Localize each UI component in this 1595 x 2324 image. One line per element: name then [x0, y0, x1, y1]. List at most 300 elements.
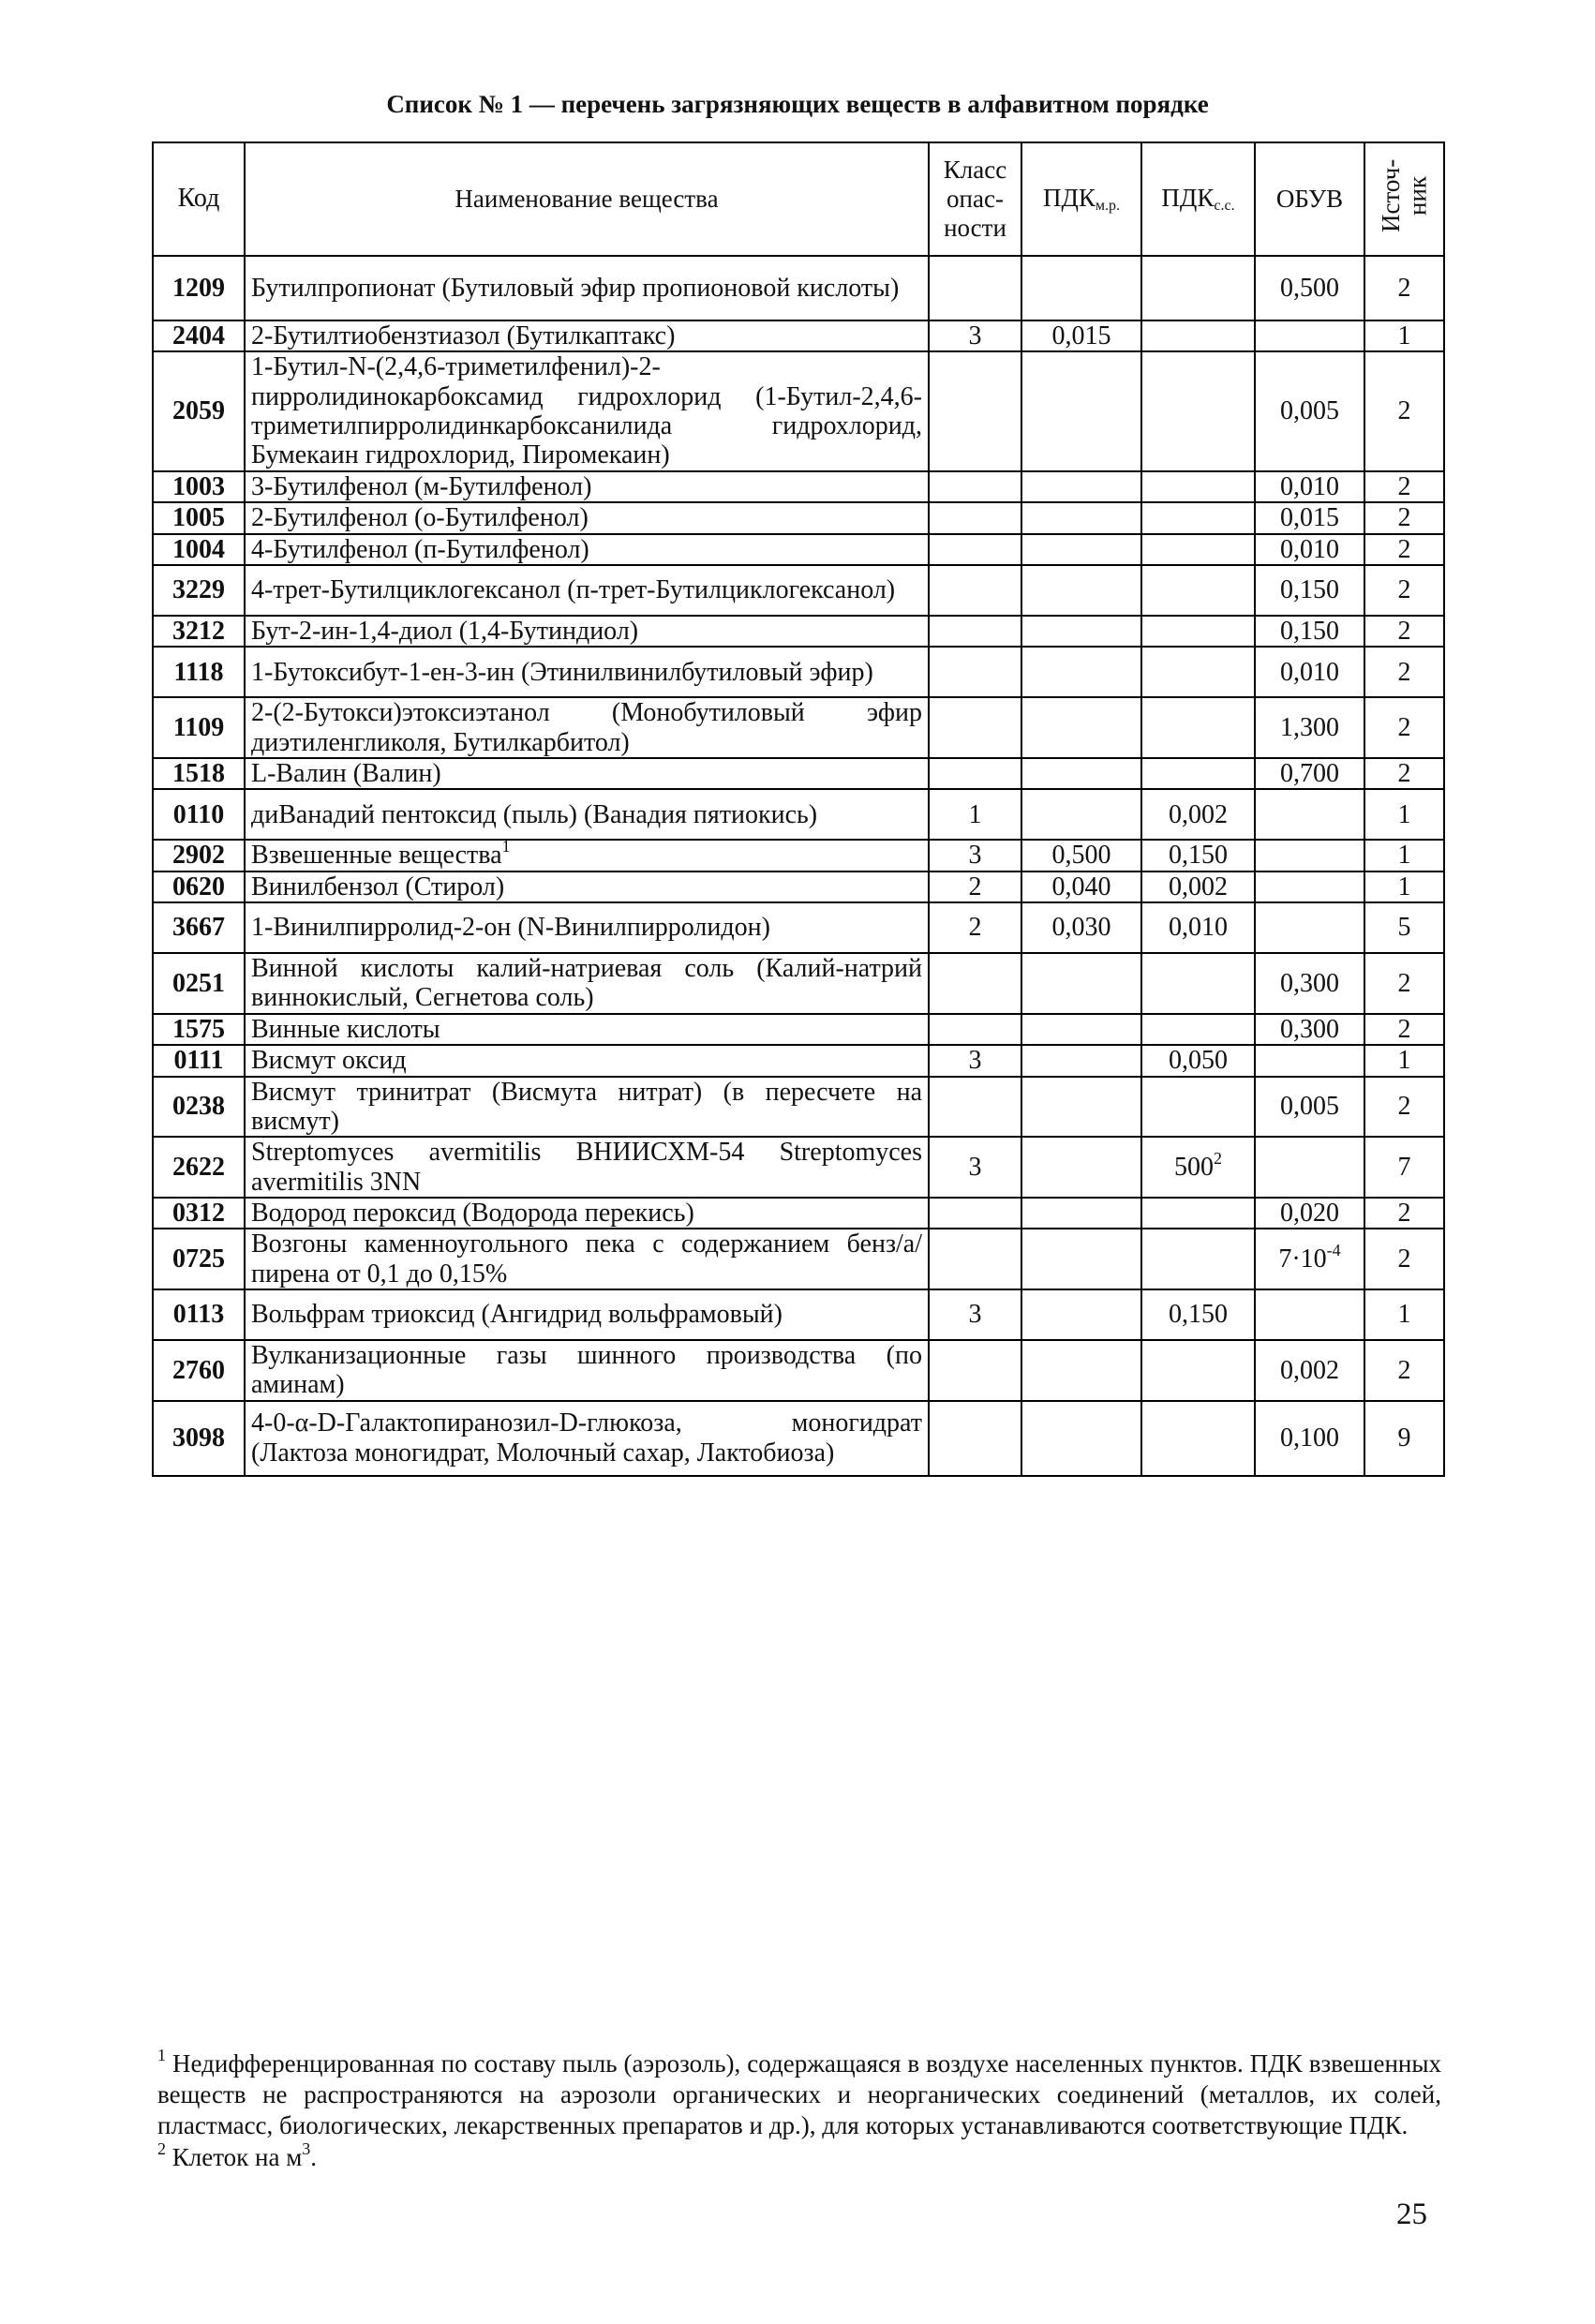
row-class: [929, 1045, 1021, 1076]
row-source-text: 2: [1397, 503, 1411, 533]
row-pdk-ss: [1141, 789, 1255, 840]
table-row: [153, 872, 1444, 902]
row-name-text: Взвешенные вещества: [251, 841, 502, 871]
row-code: [153, 789, 245, 840]
row-code-text: 3212: [172, 616, 225, 646]
row-pdk-ss: [1141, 616, 1255, 647]
table-row: [153, 534, 1444, 565]
row-code-text: 0110: [172, 799, 225, 829]
row-code-text: 0251: [172, 968, 225, 998]
row-pdk-ss: [1141, 534, 1255, 565]
row-class: [929, 471, 1021, 502]
row-code-text: 0113: [172, 1300, 225, 1330]
row-pdk-ss: [1141, 320, 1255, 351]
row-name: [245, 697, 929, 758]
row-code-text: 3667: [172, 913, 225, 943]
row-code: [153, 1045, 245, 1076]
row-source: [1364, 351, 1444, 470]
row-source: [1364, 616, 1444, 647]
row-class: [929, 953, 1021, 1014]
row-pdk-mr: [1021, 902, 1141, 953]
row-source-text: 2: [1397, 616, 1411, 646]
row-pdk-ss: [1141, 1014, 1255, 1045]
row-source-text: 1: [1397, 872, 1411, 901]
row-obuv: [1255, 1401, 1364, 1476]
row-name: [245, 1229, 929, 1289]
row-pdk-ss: [1141, 1229, 1255, 1289]
row-pdk-mr: [1021, 1229, 1141, 1289]
row-pdk-mr: [1021, 1198, 1141, 1229]
row-source: [1364, 789, 1444, 840]
row-name-text: Висмут тринитрат (Висмута нитрат) (в пересчете на висмут): [251, 1077, 922, 1136]
row-source-text: 9: [1397, 1423, 1411, 1453]
table-row: [153, 351, 1444, 470]
row-code: [153, 1401, 245, 1476]
row-pdk-ss: [1141, 351, 1255, 470]
row-source-text: 1: [1397, 321, 1411, 351]
row-code-text: 0725: [172, 1244, 225, 1274]
row-pdk-mr: [1021, 1289, 1141, 1340]
row-source: [1364, 1401, 1444, 1476]
row-obuv: [1255, 1045, 1364, 1076]
row-source: [1364, 1137, 1444, 1198]
header-obuv: ОБУВ: [1255, 142, 1364, 256]
row-name-text: 4-Бутилфенол (п-Бутилфенол): [251, 534, 589, 564]
row-name-text: Вольфрам триоксид (Ангидрид вольфрамовый): [251, 1300, 783, 1330]
header-code: Код: [153, 142, 245, 256]
table-row: [153, 1289, 1444, 1340]
row-code-text: 0238: [172, 1092, 225, 1122]
row-source: [1364, 840, 1444, 871]
row-class: [929, 1401, 1021, 1476]
row-class: [929, 840, 1021, 871]
row-obuv: [1255, 789, 1364, 840]
row-name-text: Бутилпропионат (Бутиловый эфир пропионовой кислоты): [251, 273, 900, 303]
row-name: [245, 837, 929, 871]
table-header-row: [153, 142, 1444, 256]
row-name: [245, 502, 929, 533]
row-class: [929, 1137, 1021, 1198]
row-source: [1364, 1229, 1444, 1289]
row-source-text: 1: [1397, 1300, 1411, 1330]
row-obuv-text: 1,300: [1280, 712, 1339, 742]
row-name-text: L-Валин (Валин): [251, 759, 441, 788]
table-row: [153, 1014, 1444, 1045]
row-code-text: 1109: [172, 712, 225, 742]
table-row: [153, 902, 1444, 953]
row-pdk-ss-text: 0,150: [1169, 841, 1228, 871]
row-pdk-ss: [1141, 256, 1255, 320]
row-obuv: [1255, 1289, 1364, 1340]
row-name-text: 2-Бутилфенол (о-Бутилфенол): [251, 503, 589, 533]
row-name-text: 1-Винилпирролид-2-он (N-Винилпирролидон): [251, 913, 770, 943]
table-row: [153, 1401, 1444, 1476]
row-obuv: [1255, 1077, 1364, 1138]
row-code-text: 1118: [173, 657, 224, 687]
row-class: [929, 1229, 1021, 1289]
row-name-text: Винилбензол (Стирол): [251, 872, 505, 901]
row-pdk-ss: [1141, 1198, 1255, 1229]
row-pdk-ss: [1141, 1077, 1255, 1138]
row-obuv-sup: -4: [1326, 1240, 1341, 1259]
row-pdk-mr: [1021, 1045, 1141, 1076]
row-pdk-ss: [1141, 872, 1255, 902]
row-code-text: 3229: [172, 575, 225, 605]
row-pdk-mr: [1021, 697, 1141, 758]
row-code: [153, 534, 245, 565]
row-code: [153, 565, 245, 616]
row-obuv: [1255, 953, 1364, 1014]
row-code: [153, 320, 245, 351]
row-pdk-mr: [1021, 789, 1141, 840]
row-name-text: Висмут оксид: [251, 1046, 407, 1076]
table-row: [153, 1045, 1444, 1076]
row-source-text: 2: [1397, 1014, 1411, 1044]
row-class: [929, 351, 1021, 470]
row-source-text: 1: [1397, 799, 1411, 829]
row-name: [245, 902, 929, 953]
row-name-text: Винной кислоты калий-натриевая соль (Калий-натрий виннокислый, Сегнетова соль): [251, 954, 922, 1013]
row-name: [245, 1137, 929, 1198]
row-class: [929, 647, 1021, 697]
row-pdk-mr-text: 0,040: [1051, 872, 1111, 901]
row-source: [1364, 1289, 1444, 1340]
row-name-text: диВанадий пентоксид (пыль) (Ванадия пятиокись): [251, 799, 818, 829]
row-class-text: 3: [968, 1046, 982, 1076]
table-row: [153, 840, 1444, 871]
footnote-2: [157, 2138, 1441, 2173]
row-source-text: 1: [1397, 841, 1411, 871]
row-class: [929, 872, 1021, 902]
row-code-text: 2902: [172, 841, 225, 871]
row-obuv: [1255, 840, 1364, 871]
row-source: [1364, 534, 1444, 565]
row-name: [245, 953, 929, 1014]
row-source-text: 2: [1397, 759, 1411, 788]
row-code-text: 1003: [172, 471, 225, 501]
row-obuv-text: 0,150: [1280, 575, 1339, 605]
row-name-text: Вулканизационные газы шинного производства (по аминам): [251, 1341, 922, 1400]
row-code-text: 0312: [172, 1198, 225, 1228]
row-name: [245, 1014, 929, 1045]
row-code-text: 2059: [172, 396, 225, 426]
row-code: [153, 1014, 245, 1045]
row-name: [245, 471, 929, 502]
table-row: [153, 647, 1444, 697]
row-name: [245, 534, 929, 565]
row-pdk-ss: [1141, 840, 1255, 871]
row-name-text: 4-0-α-D-Галактопиранозил-D-глюкоза, моногидрат (Лактоза моногидрат, Молочный сахар, Лактобиоза): [251, 1408, 922, 1467]
row-name-text: Streptomyces avermitilis ВНИИСХМ-54 Streptomyces avermitilis 3NN: [251, 1138, 922, 1197]
row-source-text: 2: [1397, 575, 1411, 605]
footnote-1: [157, 2048, 1441, 2142]
row-obuv-text: 0,005: [1280, 396, 1339, 426]
row-source-text: 2: [1397, 396, 1411, 426]
row-source-text: 2: [1397, 968, 1411, 998]
footnote-1-mark: 1: [157, 2046, 166, 2064]
row-code: [153, 1229, 245, 1289]
row-class-text: 3: [968, 1152, 982, 1182]
table-row: [153, 697, 1444, 758]
row-pdk-ss: [1141, 471, 1255, 502]
row-pdk-ss: [1141, 1401, 1255, 1476]
row-source: [1364, 647, 1444, 697]
row-code: [153, 953, 245, 1014]
row-pdk-ss: [1141, 1137, 1255, 1198]
row-pdk-mr: [1021, 1137, 1141, 1198]
table-row: [153, 471, 1444, 502]
row-obuv: [1255, 471, 1364, 502]
row-code-text: 1518: [172, 759, 225, 788]
row-obuv: [1255, 256, 1364, 320]
row-pdk-ss: [1141, 647, 1255, 697]
row-source: [1364, 953, 1444, 1014]
row-source: [1364, 872, 1444, 902]
footnote-2-text: Клеток на м: [171, 2142, 303, 2171]
row-source-text: 1: [1397, 1046, 1411, 1076]
table-row: [153, 256, 1444, 320]
row-pdk-mr: [1021, 647, 1141, 697]
row-source-text: 2: [1397, 1198, 1411, 1228]
row-name-text: Возгоны каменноугольного пека с содержанием бенз/а/пирена от 0,1 до 0,15%: [251, 1229, 922, 1289]
row-class-text: 3: [968, 321, 982, 351]
row-pdk-ss-text: 0,050: [1169, 1046, 1228, 1076]
row-pdk-ss: [1141, 565, 1255, 616]
row-pdk-ss-text: 0,002: [1169, 872, 1228, 901]
row-pdk-mr: [1021, 840, 1141, 871]
row-obuv-text: 0,500: [1280, 273, 1339, 303]
row-source: [1364, 502, 1444, 533]
row-name: [245, 1045, 929, 1076]
row-pdk-mr: [1021, 1077, 1141, 1138]
row-name-text: Винные кислоты: [251, 1014, 440, 1044]
row-pdk-mr: [1021, 1340, 1141, 1401]
row-obuv-text: 0,010: [1280, 657, 1339, 687]
row-obuv-text: 0,700: [1280, 759, 1339, 788]
row-pdk-ss-text: 0,002: [1169, 799, 1228, 829]
row-obuv: [1255, 565, 1364, 616]
row-obuv-text: 7·10: [1278, 1244, 1327, 1274]
table-row: [153, 1340, 1444, 1401]
footnote-2-sup: 3: [302, 2138, 311, 2158]
row-code: [153, 1198, 245, 1229]
row-obuv: [1255, 1198, 1364, 1229]
row-class: [929, 256, 1021, 320]
row-name-text: Водород пероксид (Водорода перекись): [251, 1198, 694, 1228]
row-pdk-mr-text: 0,500: [1051, 841, 1111, 871]
row-name: [245, 616, 929, 647]
table-body: [153, 256, 1444, 1476]
row-name-text: 4-трет-Бутилциклогексанол (п-трет-Бутилциклогексанол): [251, 575, 896, 605]
row-name-text: Бут-2-ин-1,4-диол (1,4-Бутиндиол): [251, 616, 639, 646]
row-class: [929, 1014, 1021, 1045]
row-class: [929, 902, 1021, 953]
row-code: [153, 1340, 245, 1401]
row-obuv: [1255, 758, 1364, 789]
row-obuv-text: 0,002: [1280, 1355, 1339, 1385]
row-name: [245, 1289, 929, 1340]
row-class-text: 1: [968, 799, 982, 829]
row-name: [245, 1198, 929, 1229]
table-row: [153, 758, 1444, 789]
row-pdk-ss-text: 500: [1174, 1152, 1214, 1182]
row-code-text: 2622: [172, 1152, 225, 1182]
row-source-text: 2: [1397, 712, 1411, 742]
row-code: [153, 647, 245, 697]
row-code: [153, 351, 245, 470]
row-code: [153, 471, 245, 502]
row-pdk-mr: [1021, 351, 1141, 470]
page-number: 25: [1396, 2197, 1427, 2231]
row-class: [929, 534, 1021, 565]
row-pdk-ss: [1141, 697, 1255, 758]
row-name: [245, 565, 929, 616]
row-code-text: 0620: [172, 872, 225, 901]
row-code: [153, 616, 245, 647]
row-class-text: 3: [968, 841, 982, 871]
row-name-sup: 1: [501, 837, 511, 857]
row-pdk-mr: [1021, 616, 1141, 647]
row-code: [153, 1137, 245, 1198]
row-source: [1364, 758, 1444, 789]
row-obuv: [1255, 872, 1364, 902]
row-pdk-mr-text: 0,015: [1051, 321, 1111, 351]
row-obuv-text: 0,010: [1280, 471, 1339, 501]
row-code: [153, 1077, 245, 1138]
row-pdk-ss: [1141, 502, 1255, 533]
row-obuv-text: 0,015: [1280, 503, 1339, 533]
row-class: [929, 616, 1021, 647]
row-class: [929, 1340, 1021, 1401]
row-obuv-text: 0,020: [1280, 1198, 1339, 1228]
row-obuv: [1255, 351, 1364, 470]
row-source-text: 2: [1397, 1244, 1411, 1274]
header-name: Наименование вещества: [245, 142, 929, 256]
row-pdk-mr: [1021, 872, 1141, 902]
row-code: [153, 840, 245, 871]
row-source: [1364, 1045, 1444, 1076]
row-class-text: 3: [968, 1300, 982, 1330]
row-obuv: [1255, 697, 1364, 758]
page-title: Список № 1 — перечень загрязняющих веществ в алфавитном порядке: [386, 90, 1209, 118]
row-pdk-ss: [1141, 1045, 1255, 1076]
header-source-label: Источ-ник: [1377, 158, 1432, 233]
row-class: [929, 789, 1021, 840]
row-class: [929, 1289, 1021, 1340]
row-source: [1364, 565, 1444, 616]
row-code-text: 0111: [173, 1046, 224, 1076]
row-code: [153, 758, 245, 789]
row-class: [929, 1198, 1021, 1229]
footnote-2-end: .: [310, 2142, 318, 2171]
row-source: [1364, 1077, 1444, 1138]
row-obuv-text: 0,300: [1280, 1014, 1339, 1044]
row-obuv: [1255, 320, 1364, 351]
table-row: [153, 616, 1444, 647]
row-name-text: 1-Бутил-N-(2,4,6-триметилфенил)-2-пирролидинокарбоксамид гидрохлорид (1-Бутил-2,4,6-триметилпирролидинкарбоксанилида гидрохлорид, Бумекаин гидрохлорид, Пиромекаин): [251, 352, 922, 470]
row-pdk-mr: [1021, 320, 1141, 351]
row-source: [1364, 471, 1444, 502]
row-class: [929, 1077, 1021, 1138]
row-name: [245, 351, 929, 470]
row-obuv-text: 0,010: [1280, 534, 1339, 564]
row-obuv: [1255, 534, 1364, 565]
row-pdk-mr: [1021, 758, 1141, 789]
row-pdk-mr: [1021, 1401, 1141, 1476]
table-row: [153, 1077, 1444, 1138]
row-name: [245, 872, 929, 902]
row-source-text: 2: [1397, 534, 1411, 564]
row-obuv: [1255, 902, 1364, 953]
row-code: [153, 1289, 245, 1340]
row-class-text: 2: [968, 872, 982, 901]
table-row: [153, 1229, 1444, 1289]
row-name: [245, 256, 929, 320]
row-class-text: 2: [968, 913, 982, 943]
row-source: [1364, 256, 1444, 320]
row-name: [245, 647, 929, 697]
header-pdk-mr: [1021, 142, 1141, 256]
pollutants-table: [152, 142, 1445, 1477]
row-code-text: 1005: [172, 503, 225, 533]
row-source-text: 2: [1397, 657, 1411, 687]
row-class: [929, 697, 1021, 758]
row-source-text: 2: [1397, 1355, 1411, 1385]
row-obuv: [1255, 1340, 1364, 1401]
row-name: [245, 320, 929, 351]
row-source-text: 2: [1397, 1092, 1411, 1122]
table-row: [153, 953, 1444, 1014]
row-code: [153, 902, 245, 953]
header-pdk-mr-sub: м.р.: [1095, 197, 1121, 214]
row-class: [929, 565, 1021, 616]
row-obuv: [1255, 647, 1364, 697]
row-name: [245, 789, 929, 840]
row-code: [153, 256, 245, 320]
row-class: [929, 320, 1021, 351]
row-source: [1364, 1014, 1444, 1045]
footnote-2-mark: 2: [157, 2138, 166, 2158]
row-source-text: 2: [1397, 471, 1411, 501]
row-name-text: 2-Бутилтиобензтиазол (Бутилкаптакс): [251, 321, 676, 351]
table-row: [153, 1198, 1444, 1229]
row-pdk-mr: [1021, 471, 1141, 502]
footnotes: [157, 2048, 1441, 2173]
row-name-text: 1-Бутоксибут-1-ен-3-ин (Этинилвинилбутиловый эфир): [251, 657, 873, 687]
row-obuv-text: 0,150: [1280, 616, 1339, 646]
row-obuv-text: 0,300: [1280, 968, 1339, 998]
row-pdk-ss: [1141, 1289, 1255, 1340]
table-row: [153, 1137, 1444, 1198]
row-class: [929, 758, 1021, 789]
header-pdk-ss-label: ПДК: [1161, 183, 1215, 212]
row-code: [153, 697, 245, 758]
row-pdk-mr: [1021, 953, 1141, 1014]
row-obuv-text: 0,005: [1280, 1092, 1339, 1122]
row-source: [1364, 1198, 1444, 1229]
row-source-text: 5: [1397, 913, 1411, 943]
row-source: [1364, 1340, 1444, 1401]
row-obuv: [1255, 1229, 1364, 1289]
table-row: [153, 320, 1444, 351]
header-pdk-mr-label: ПДК: [1042, 183, 1096, 212]
row-source: [1364, 320, 1444, 351]
table-row: [153, 502, 1444, 533]
row-pdk-mr-text: 0,030: [1051, 913, 1111, 943]
row-source-text: 2: [1397, 273, 1411, 303]
header-pdk-ss-sub: с.с.: [1214, 197, 1235, 214]
row-code: [153, 502, 245, 533]
